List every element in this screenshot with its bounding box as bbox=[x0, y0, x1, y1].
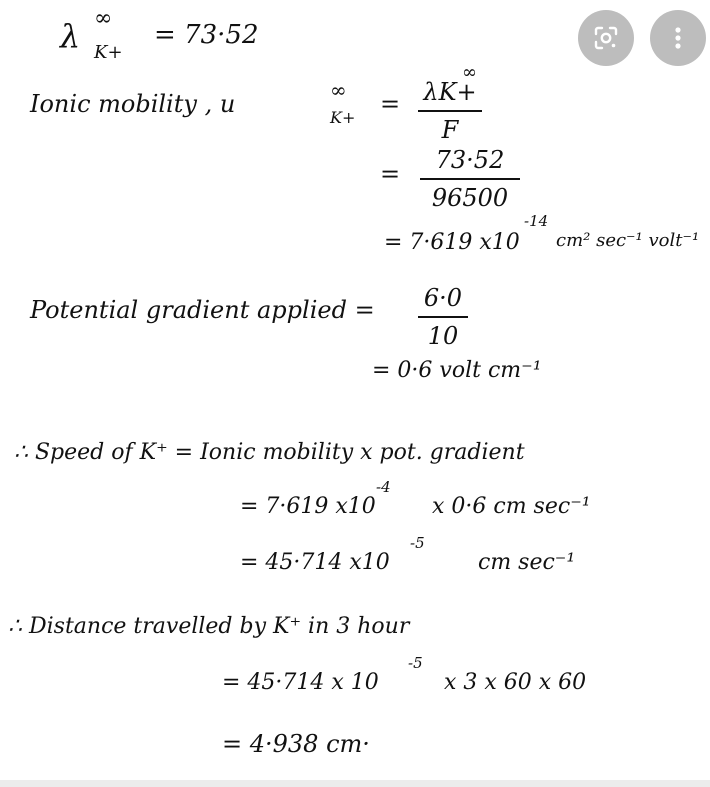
equals-sign: = bbox=[380, 90, 401, 118]
distance-calculation-rest: x 3 x 60 x 60 bbox=[444, 670, 587, 695]
more-options-button[interactable] bbox=[650, 10, 706, 66]
exponent: -4 bbox=[376, 478, 391, 496]
distance-statement: ∴ Distance travelled by K⁺ in 3 hour bbox=[8, 614, 410, 639]
fraction-numerator: 6·0 bbox=[423, 284, 463, 312]
infinity-superscript: ∞ bbox=[94, 6, 113, 31]
speed-statement: ∴ Speed of K⁺ = Ionic mobility x pot. gradient bbox=[14, 440, 525, 465]
exponent: -5 bbox=[408, 654, 423, 672]
k-plus-subscript: K+ bbox=[94, 42, 123, 63]
value-fraction bbox=[420, 146, 520, 212]
fraction-denominator: F bbox=[441, 116, 459, 144]
visual-search-button[interactable] bbox=[578, 10, 634, 66]
fraction-bar bbox=[420, 178, 520, 180]
lambda-value: = 73·52 bbox=[154, 20, 259, 50]
fraction-denominator: 10 bbox=[427, 322, 459, 350]
fraction-denominator: 96500 bbox=[431, 184, 509, 212]
fraction-numerator: λK+ bbox=[423, 78, 477, 106]
distance-calculation: = 45·714 x 10 bbox=[222, 670, 379, 695]
fraction-bar bbox=[418, 316, 468, 318]
visual-search-icon bbox=[593, 25, 619, 51]
exponent: -14 bbox=[524, 212, 549, 230]
infinity-superscript: ∞ bbox=[330, 78, 347, 102]
mobility-fraction bbox=[418, 78, 482, 144]
bottom-divider bbox=[0, 780, 710, 787]
infinity-superscript: ∞ bbox=[462, 62, 477, 83]
potential-gradient-label: Potential gradient applied = bbox=[30, 296, 375, 324]
fraction-bar bbox=[418, 110, 482, 112]
more-vert-icon bbox=[674, 26, 682, 50]
speed-calculation-rest: x 0·6 cm sec⁻¹ bbox=[432, 494, 591, 519]
distance-result: = 4·938 cm· bbox=[222, 730, 370, 758]
equals-sign: = bbox=[380, 160, 401, 188]
k-plus-subscript: K+ bbox=[330, 108, 356, 127]
speed-unit: cm sec⁻¹ bbox=[478, 550, 576, 575]
lambda-symbol: λ bbox=[60, 17, 81, 55]
speed-calculation: = 7·619 x10 bbox=[240, 494, 376, 519]
gradient-result: = 0·6 volt cm⁻¹ bbox=[372, 358, 542, 383]
speed-result: = 45·714 x10 bbox=[240, 550, 390, 575]
mobility-result: = 7·619 x10 bbox=[384, 230, 520, 255]
gradient-fraction bbox=[418, 284, 468, 350]
mobility-unit: cm² sec⁻¹ volt⁻¹ bbox=[556, 230, 700, 251]
ionic-mobility-label: Ionic mobility , u bbox=[30, 90, 236, 118]
exponent: -5 bbox=[410, 534, 425, 552]
fraction-numerator: 73·52 bbox=[435, 146, 505, 174]
